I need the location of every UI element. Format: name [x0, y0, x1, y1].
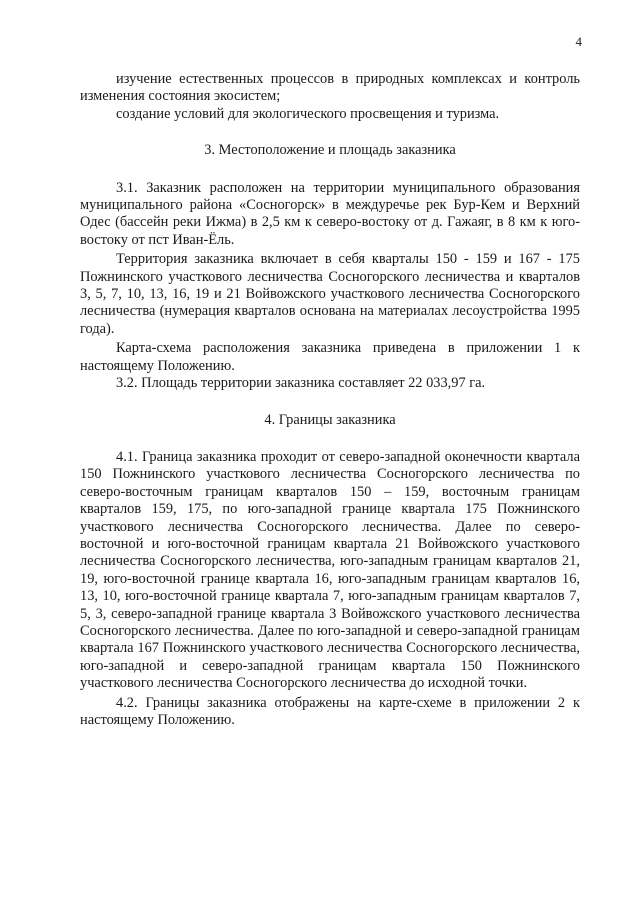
paragraph: 4.1. Граница заказника проходит от северо-западной оконечности квартала 150 Пожнинского участкового лесничества Сосногорского лесничества по северо-восточным границам кварталов 150 – 159, восточным границам кварталов 159, 175, по юго-западной границе квартала 175 Пожнинского участкового лесничества Сосногорского лесничества. Далее по северо-восточной и юго-восточной границам квартала 21 Войвожского участкового лесничества Сосногорского лесничества, юго-западным границам кварталов 21, 19, юго-восточной границе квартала 16, юго-западным границам кварталов 16, 13, 10, юго-восточной границе квартала 7, юго-западным границам кварталов 7, 5, 3, северо-западной границе квартала 3 Войвожского участкового лесничества Сосногорского лесничества. Далее по юго-западной и северо-западной границам квартала 167 Пожнинского участкового лесничества Сосногорского лесничества, юго-западной и северо-западной границам квартала 150 Пожнинского участкового лесничества Сосногорского лесничества до исходной точки. — [80, 448, 580, 692]
paragraph: 4.2. Границы заказника отображены на карте-схеме в приложении 2 к настоящему Положению. — [80, 694, 580, 728]
page-number: 4 — [575, 34, 582, 49]
paragraph: 3.2. Площадь территории заказника составляет 22 033,97 га. — [116, 375, 486, 392]
paragraph: изучение естественных процессов в природных комплексах и контроль изменения состояния экосистем; — [80, 71, 580, 105]
paragraph: Территория заказника включает в себя кварталы 150 - 159 и 167 - 175 Пожнинского участкового лесничества Сосногорского лесничества и кварталов 3, 5, 7, 10, 13, 16, 19 и 21 Войвожского участкового лесничества Сосногорского лесничества (нумерация кварталов основана на материалах лесоустройства 1995 года). — [80, 251, 580, 337]
section-heading-4: 4. Границы заказника — [264, 411, 396, 428]
paragraph: Карта-схема расположения заказника приведена в приложении 1 к настоящему Положению. — [80, 340, 580, 374]
paragraph: создание условий для экологического просвещения и туризма. — [116, 105, 500, 122]
section-heading-3: 3. Местоположение и площадь заказника — [204, 142, 456, 159]
paragraph: 3.1. Заказник расположен на территории муниципального образования муниципального района «Сосногорск» в междуречье рек Бур-Кем и Верхний Одес (бассейн реки Ижма) в 2,5 км к северо-востоку от д. Гажаяг, в 8 км к юго-востоку от пст Иван-Ёль. — [80, 179, 580, 248]
document-body — [80, 71, 580, 729]
